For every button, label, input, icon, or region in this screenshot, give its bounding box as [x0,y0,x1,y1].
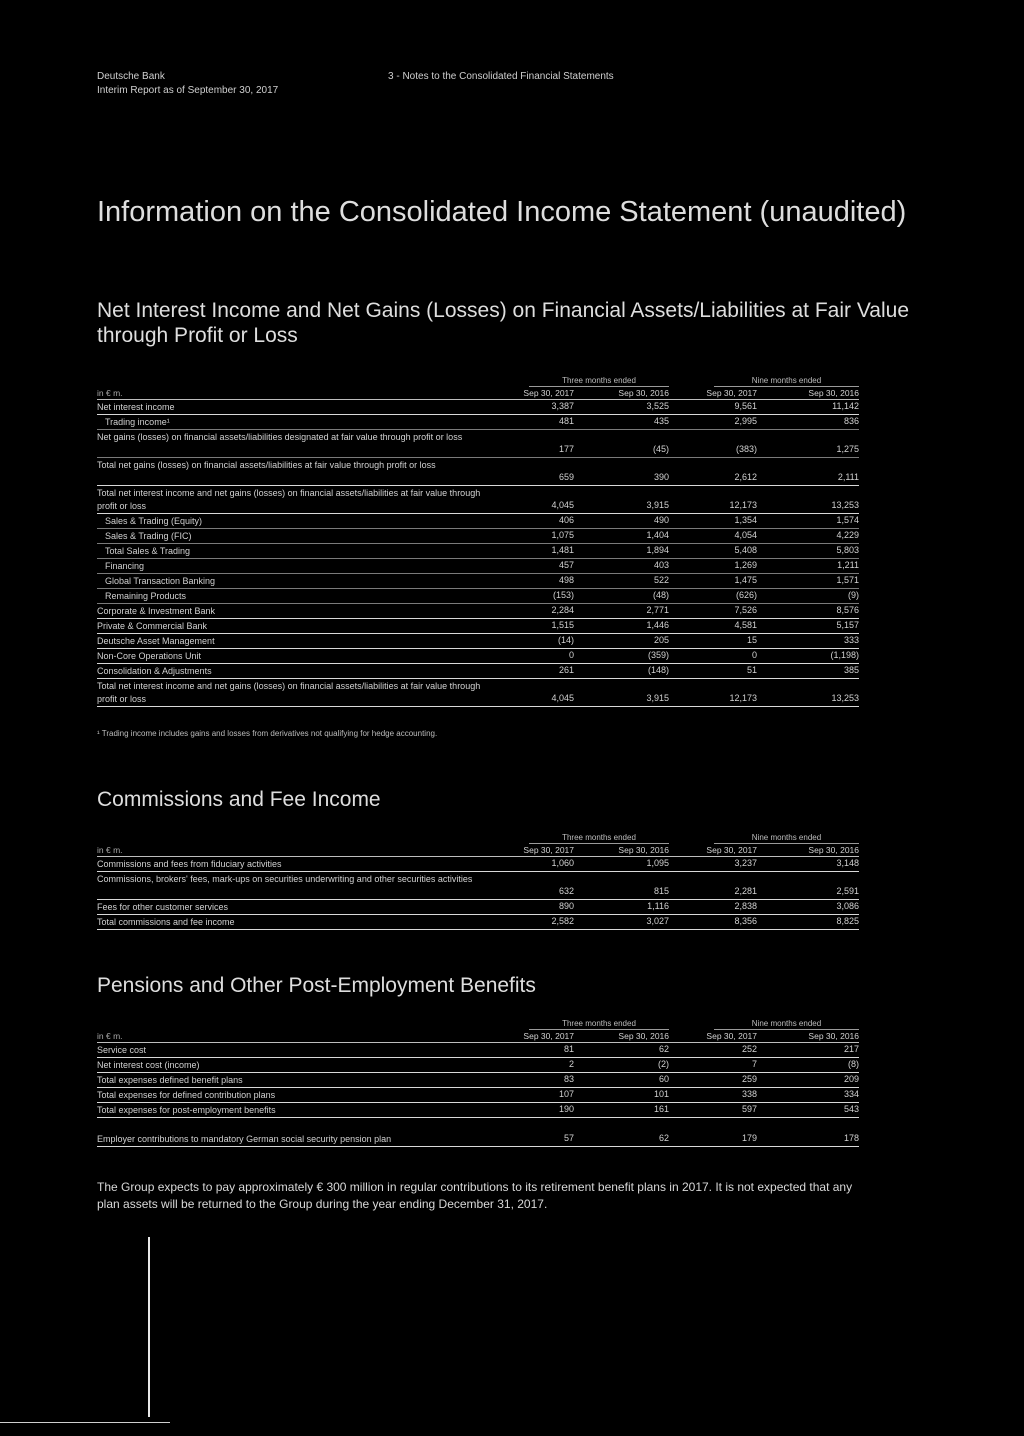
period-nine-months: Nine months ended [714,1018,859,1030]
row-label: Total commissions and fee income [97,917,235,927]
col-header: Sep 30, 2016 [618,845,669,855]
cell-value: 205 [653,635,669,645]
cell-value: 3,915 [646,693,669,703]
row-label: Global Transaction Banking [105,576,216,586]
col-header: Sep 30, 2016 [808,845,859,855]
cell-value: (153) [552,590,574,600]
cell-value: 2,995 [734,416,757,426]
cell-value: 481 [558,416,574,426]
cell-value: 1,894 [646,545,669,555]
row-label: Trading income¹ [105,417,170,427]
row-label: Remaining Products [105,591,187,601]
pensions-table [97,1018,859,1147]
col-header: Sep 30, 2016 [808,1031,859,1041]
section-title: 3 - Notes to the Consolidated Financial Statements [388,71,614,82]
company-name: Deutsche Bank [97,71,165,82]
cell-value: 490 [653,515,669,525]
row-label: Sales & Trading (FIC) [105,531,192,541]
cell-value: 406 [558,515,574,525]
cell-value: 57 [563,1133,574,1143]
cell-value: 13,253 [831,693,859,703]
table-row [97,915,859,930]
commissions-table [97,832,859,930]
cell-value: 0 [751,650,757,660]
cell-value: 2,838 [734,901,757,911]
unit-label: in € m. [97,1031,123,1041]
cell-value: 2,284 [551,605,574,615]
row-label: Net interest income [97,402,175,412]
cell-value: 1,404 [646,530,669,540]
row-label: Total net interest income and net gains (losses) on financial assets/liabilities at fair value through profit or loss [97,488,481,511]
table-row [97,664,859,679]
table-row [97,1043,859,1058]
col-header: Sep 30, 2016 [808,388,859,398]
col-header: Sep 30, 2017 [706,845,757,855]
cell-value: (383) [735,444,757,454]
cell-value: 2,612 [734,472,757,482]
cell-value: (1,198) [830,650,859,660]
cell-value: 1,075 [551,530,574,540]
row-label: Total expenses for defined contribution plans [97,1090,276,1100]
cell-value: 60 [658,1074,669,1084]
cell-value: 5,803 [836,545,859,555]
period-three-months: Three months ended [529,832,669,844]
cell-value: 498 [558,575,574,585]
cell-value: 2,771 [646,605,669,615]
cell-value: 12,173 [729,500,757,510]
table-row [97,1103,859,1118]
cell-value: (626) [735,590,757,600]
table-body [97,857,859,930]
cell-value: 3,387 [551,401,574,411]
cell-value: (45) [652,444,669,454]
cell-value: 1,116 [647,901,669,911]
table-row [97,544,859,559]
page-title: Information on the Consolidated Income Statement (unaudited) [97,196,907,228]
table-row [97,589,859,604]
cell-value: 177 [558,444,574,454]
row-label: Total Sales & Trading [105,546,191,556]
cell-value: 890 [558,901,574,911]
table-row [97,430,859,458]
cell-value: 178 [843,1133,859,1143]
cell-value: 1,574 [836,515,859,525]
cell-value: 190 [558,1104,574,1114]
table-row [97,1088,859,1103]
cell-value: 338 [741,1089,757,1099]
cell-value: 101 [653,1089,669,1099]
table-row [97,574,859,589]
vertical-rule [148,1237,150,1417]
cell-value: 179 [741,1133,757,1143]
col-header: Sep 30, 2016 [618,388,669,398]
column-header [97,1030,859,1043]
cell-value: 3,086 [836,901,859,911]
cell-value: 62 [658,1044,669,1054]
cell-value: 8,356 [734,916,757,926]
col-header: Sep 30, 2017 [523,845,574,855]
cell-value: 261 [558,665,574,675]
cell-value: 13,253 [831,500,859,510]
cell-value: 1,571 [836,575,859,585]
table-row [97,619,859,634]
nii-heading: Net Interest Income and Net Gains (Losses) on Financial Assets/Liabilities at Fair Value through Profit or Loss [97,299,909,347]
table-row [97,1132,859,1147]
cell-value: 632 [558,886,574,896]
cell-value: 3,525 [646,401,669,411]
cell-value: 1,095 [646,858,669,868]
table-row [97,415,859,430]
unit-label: in € m. [97,388,123,398]
cell-value: 4,229 [836,530,859,540]
cell-value: 403 [653,560,669,570]
nii-table [97,375,859,707]
table-row [97,514,859,529]
cell-value: 8,825 [836,916,859,926]
cell-value: 815 [653,886,669,896]
col-header: Sep 30, 2016 [618,1031,669,1041]
cell-value: 457 [558,560,574,570]
col-header: Sep 30, 2017 [523,1031,574,1041]
table-row [97,1058,859,1073]
cell-value: 51 [746,665,757,675]
table-body [97,400,859,707]
row-label: Non-Core Operations Unit [97,651,202,661]
cell-value: (14) [557,635,574,645]
cell-value: 5,408 [734,545,757,555]
cell-value: 333 [843,635,859,645]
table-row [97,604,859,619]
row-label: Total expenses for post-employment benefits [97,1105,276,1115]
row-label: Total expenses defined benefit plans [97,1075,243,1085]
pension-note-paragraph: The Group expects to pay approximately € 300 million in regular contributions to its retirement benefit plans in 2017. It is not expected that any plan assets will be returned to the Group during the year ending December 31, 2017. [97,1180,853,1211]
footer-rule [0,1422,170,1423]
cell-value: 5,157 [836,620,859,630]
cell-value: 385 [843,665,859,675]
cell-value: 12,173 [729,693,757,703]
cell-value: 836 [843,416,859,426]
cell-value: 9,561 [734,401,757,411]
commissions-heading: Commissions and Fee Income [97,788,381,811]
table-row [97,679,859,707]
unit-label: in € m. [97,845,123,855]
cell-value: 522 [653,575,669,585]
period-nine-months: Nine months ended [714,832,859,844]
cell-value: 1,275 [836,444,859,454]
cell-value: 4,045 [551,500,574,510]
table-row [97,649,859,664]
cell-value: 2 [568,1059,574,1069]
row-label: Sales & Trading (Equity) [105,516,203,526]
period-header [97,1018,859,1030]
table-row [97,559,859,574]
column-header [97,844,859,857]
row-label: Commissions, brokers' fees, mark-ups on securities underwriting and other securities activities [97,874,473,884]
cell-value: 11,142 [832,401,859,411]
cell-value: 81 [563,1044,574,1054]
row-label: Service cost [97,1045,147,1055]
table-row [97,458,859,486]
cell-value: 1,475 [734,575,757,585]
cell-value: 3,148 [836,858,859,868]
cell-value: 543 [843,1104,859,1114]
cell-value: 259 [741,1074,757,1084]
table-row [97,857,859,872]
cell-value: (2) [658,1059,669,1069]
row-label: Net gains (losses) on financial assets/liabilities designated at fair value through profit or loss [97,432,463,442]
cell-value: (9) [848,590,859,600]
row-label: Financing [105,561,145,571]
footnote: ¹ Trading income includes gains and losses from derivatives not qualifying for hedge accounting. [97,729,438,738]
row-label: Deutsche Asset Management [97,636,215,646]
cell-value: 3,915 [646,500,669,510]
cell-value: 4,581 [734,620,757,630]
cell-value: 1,354 [734,515,757,525]
cell-value: 4,045 [551,693,574,703]
row-label: Corporate & Investment Bank [97,606,216,616]
cell-value: 2,111 [837,472,859,482]
cell-value: 659 [558,472,574,482]
cell-value: 107 [558,1089,574,1099]
row-label: Total net interest income and net gains (losses) on financial assets/liabilities at fair value through profit or loss [97,681,481,704]
cell-value: 15 [746,635,757,645]
column-header [97,387,859,400]
cell-value: 7,526 [734,605,757,615]
table-body [97,1043,859,1118]
period-header [97,375,859,387]
row-label: Fees for other customer services [97,902,229,912]
cell-value: (48) [652,590,669,600]
cell-value: 1,269 [734,560,757,570]
table-row [97,529,859,544]
cell-value: 4,054 [734,530,757,540]
cell-value: (148) [647,665,669,675]
cell-value: 252 [741,1044,757,1054]
cell-value: 1,211 [837,560,859,570]
cell-value: 2,281 [734,886,757,896]
cell-value: 435 [653,416,669,426]
table-row [97,872,859,900]
cell-value: 1,515 [551,620,574,630]
cell-value: 1,060 [551,858,574,868]
table-row [97,634,859,649]
cell-value: 8,576 [836,605,859,615]
row-label: Commissions and fees from fiduciary activities [97,859,282,869]
pensions-heading: Pensions and Other Post-Employment Benefits [97,974,536,997]
table-row [97,486,859,514]
col-header: Sep 30, 2017 [706,388,757,398]
row-label: Private & Commercial Bank [97,621,208,631]
cell-value: 3,027 [646,916,669,926]
row-label: Consolidation & Adjustments [97,666,212,676]
row-label: Net interest cost (income) [97,1060,200,1070]
cell-value: 83 [563,1074,574,1084]
cell-value: (8) [848,1059,859,1069]
cell-value: 1,481 [551,545,574,555]
report-header [97,70,278,98]
cell-value: 2,591 [836,886,859,896]
cell-value: 3,237 [734,858,757,868]
cell-value: 390 [653,472,669,482]
cell-value: 334 [843,1089,859,1099]
cell-value: 209 [843,1074,859,1084]
row-label: Total net gains (losses) on financial assets/liabilities at fair value through profit or loss [97,460,436,470]
cell-value: (359) [647,650,669,660]
col-header: Sep 30, 2017 [523,388,574,398]
period-three-months: Three months ended [529,375,669,387]
cell-value: 161 [653,1104,669,1114]
table-row [97,400,859,415]
period-three-months: Three months ended [529,1018,669,1030]
period-header [97,832,859,844]
report-title: Interim Report as of September 30, 2017 [97,85,279,96]
table-row [97,1073,859,1088]
cell-value: 7 [751,1059,757,1069]
cell-value: 62 [658,1133,669,1143]
cell-value: 597 [741,1104,757,1114]
cell-value: 217 [843,1044,859,1054]
cell-value: 0 [568,650,574,660]
col-header: Sep 30, 2017 [706,1031,757,1041]
row-label: Employer contributions to mandatory German social security pension plan [97,1134,392,1144]
cell-value: 2,582 [551,916,574,926]
table-row [97,900,859,915]
period-nine-months: Nine months ended [714,375,859,387]
cell-value: 1,446 [646,620,669,630]
